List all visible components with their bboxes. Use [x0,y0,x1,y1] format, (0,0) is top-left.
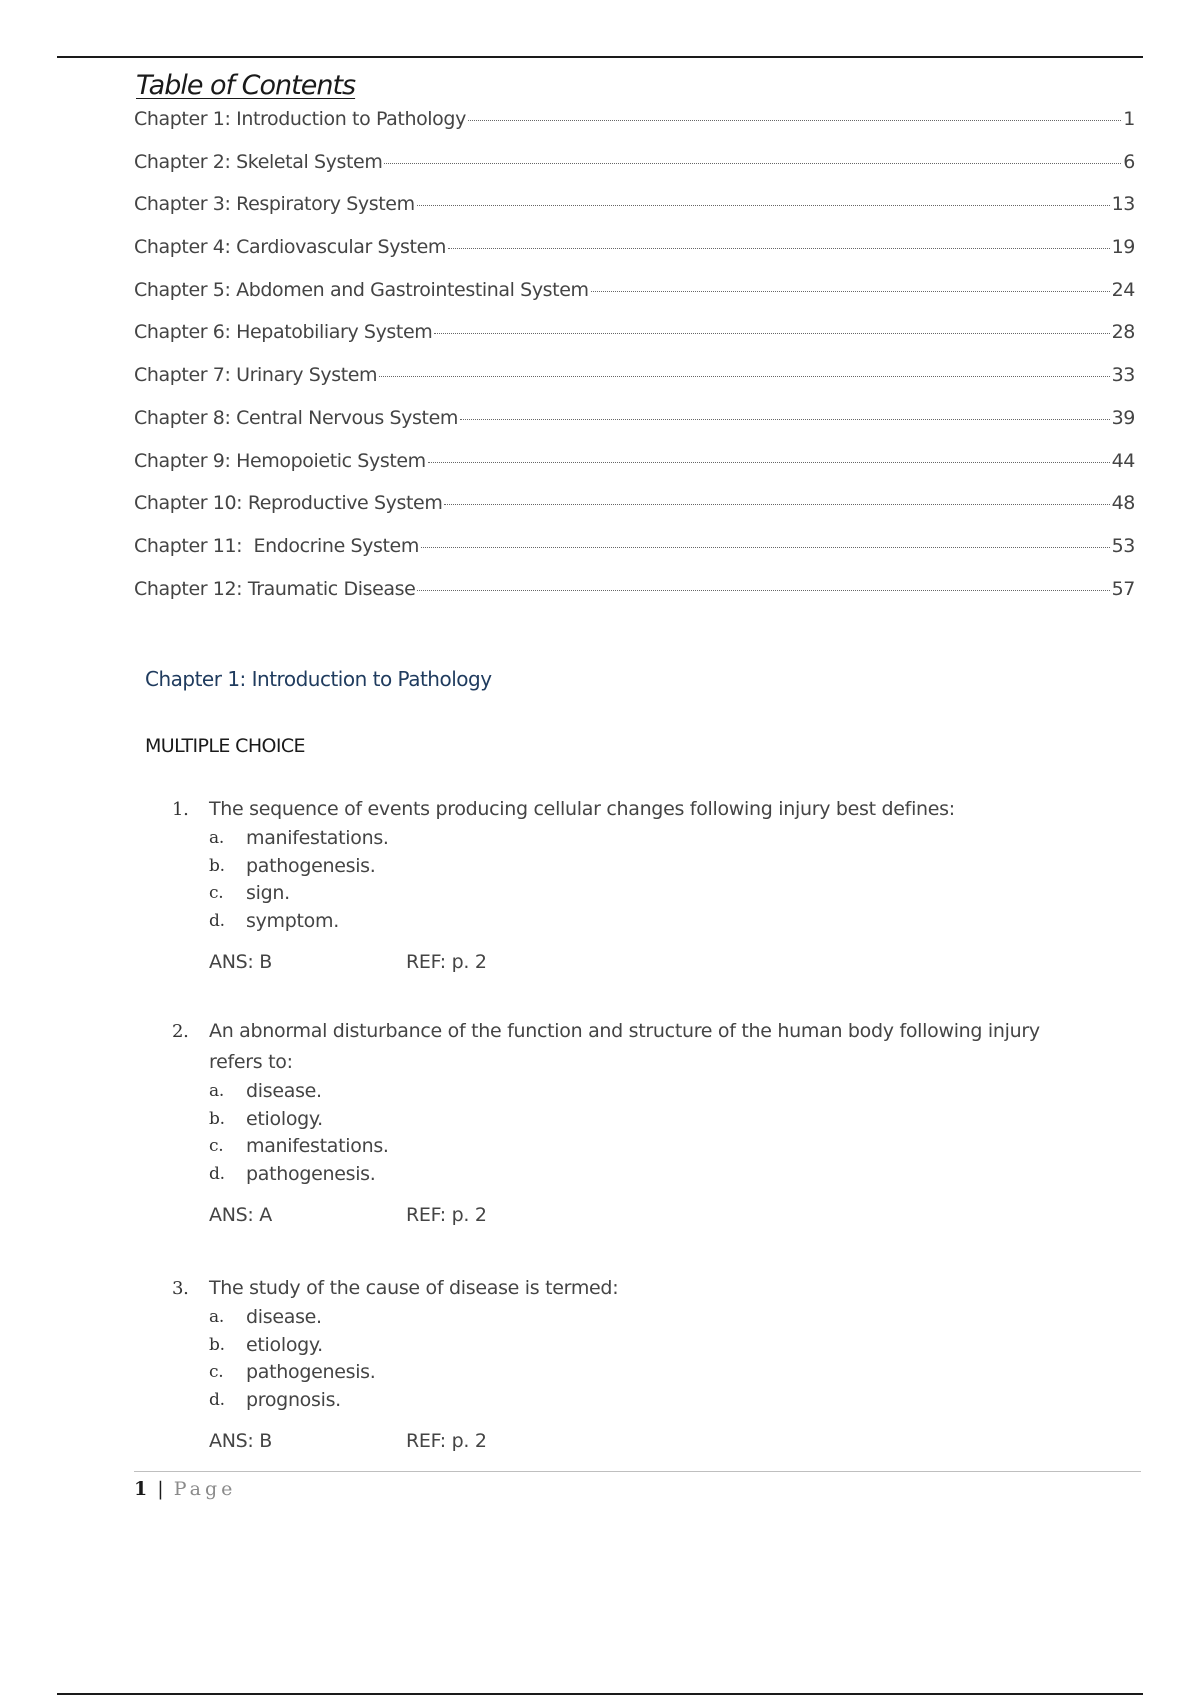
option-b [209,1106,1072,1134]
answer-options [209,1078,1072,1188]
header-rule [57,56,1143,58]
toc-entry-chapter-1[interactable] [134,108,1135,151]
toc-entry-page: 24 [1111,278,1135,301]
toc-entry-label: Chapter 7: Urinary System [134,364,378,387]
toc-entry-label: Chapter 4: Cardiovascular System [134,236,446,259]
toc-entry-label: Chapter 5: Abdomen and Gastrointestinal System [134,278,589,301]
toc-entry-page: 19 [1111,236,1135,259]
option-text: etiology. [246,1107,323,1130]
option-letter: d. [209,910,225,931]
question-number: 3. [172,1278,189,1299]
option-letter: b. [209,1108,225,1129]
option-letter: a. [209,1081,224,1101]
question-text: An abnormal disturbance of the function and structure of the human body following injury refers to: [209,1020,1040,1073]
answer-row [209,951,1072,973]
question-1 [172,794,1072,973]
option-text: pathogenesis. [246,854,376,877]
toc-entry-chapter-3[interactable] [134,193,1135,236]
toc-entry-label: Chapter 9: Hemopoietic System [134,449,426,472]
toc-dot-leader [591,291,1110,292]
answer-row [209,1430,1072,1452]
toc-entry-chapter-10[interactable] [134,492,1135,535]
option-b [209,853,1072,881]
option-d [209,1387,1072,1415]
toc-dot-leader [428,462,1110,463]
toc-entry-label: Chapter 6: Hepatobiliary System [134,321,433,344]
option-letter: a. [209,1307,224,1327]
option-text: manifestations. [246,827,389,849]
toc-dot-leader [417,590,1109,591]
toc-dot-leader [417,205,1110,206]
toc-entry-label: Chapter 1: Introduction to Pathology [134,108,466,130]
toc-entry-chapter-2[interactable] [134,151,1135,194]
reference: REF: p. 2 [406,1204,487,1226]
option-letter: b. [209,1334,225,1355]
footer-rule [134,1471,1141,1472]
question-number: 2. [172,1021,189,1042]
option-letter: a. [209,828,224,848]
toc-entry-page: 57 [1111,577,1135,600]
option-letter: d. [209,1163,225,1184]
chapter-heading: Chapter 1: Introduction to Pathology [145,667,492,691]
footer-separator: | [157,1478,164,1500]
option-a [209,1304,1072,1332]
toc-entry-label: Chapter 3: Respiratory System [134,193,415,216]
option-d [209,1161,1072,1189]
toc-dot-leader [379,376,1109,377]
question-text: The sequence of events producing cellular changes following injury best defines: [209,798,955,820]
toc-entry-label: Chapter 8: Central Nervous System [134,406,458,429]
question-stem [172,794,1072,825]
toc-entry-chapter-4[interactable] [134,236,1135,279]
toc-entry-chapter-9[interactable] [134,450,1135,493]
toc-dot-leader [384,163,1121,164]
toc-entry-chapter-7[interactable] [134,364,1135,407]
option-c [209,1133,1072,1161]
option-text: pathogenesis. [246,1162,376,1185]
toc-entry-page: 53 [1111,534,1135,557]
footer-page-number: 1 [134,1478,148,1500]
toc-dot-leader [421,547,1110,548]
option-letter: c. [209,883,224,903]
toc-dot-leader [434,333,1109,334]
toc-entry-page: 48 [1111,492,1135,515]
option-text: pathogenesis. [246,1361,376,1383]
question-number: 1. [172,799,189,820]
toc-entry-page: 13 [1111,193,1135,216]
toc-entry-page: 28 [1111,321,1135,344]
question-3 [172,1273,1072,1452]
answer-options [209,1304,1072,1414]
reference: REF: p. 2 [406,1430,487,1452]
toc-entry-page: 1 [1123,108,1135,130]
answer-key: ANS: A [209,1204,272,1226]
option-text: etiology. [246,1333,323,1356]
toc-entry-chapter-6[interactable] [134,321,1135,364]
option-letter: c. [209,1362,224,1382]
toc-entry-label: Chapter 12: Traumatic Disease [134,577,416,600]
toc-entry-page: 33 [1111,364,1135,387]
option-letter: b. [209,855,225,876]
option-text: sign. [246,882,290,904]
answer-key: ANS: B [209,1430,272,1452]
answer-key: ANS: B [209,951,272,973]
toc-entry-chapter-11[interactable] [134,535,1135,578]
toc-entry-label: Chapter 11: Endocrine System [134,534,419,557]
toc-entry-label: Chapter 2: Skeletal System [134,150,383,173]
question-stem [172,1016,1072,1078]
page-bottom-rule [57,1693,1143,1695]
option-b [209,1332,1072,1360]
toc-entry-page: 39 [1111,406,1135,429]
option-text: manifestations. [246,1135,389,1157]
question-text: The study of the cause of disease is termed: [209,1277,619,1299]
option-c [209,1359,1072,1387]
toc-dot-leader [448,248,1110,249]
answer-row [209,1204,1072,1226]
question-stem [172,1273,1072,1304]
option-a [209,825,1072,853]
option-text: prognosis. [246,1388,341,1411]
toc-dot-leader [460,419,1110,420]
toc-entry-page: 44 [1111,449,1135,472]
section-heading: MULTIPLE CHOICE [145,735,305,757]
option-text: disease. [246,1080,322,1102]
table-of-contents [134,108,1135,620]
toc-entry-chapter-5[interactable] [134,279,1135,322]
toc-dot-leader [444,504,1109,505]
toc-entry-label: Chapter 10: Reproductive System [134,492,443,515]
option-text: disease. [246,1306,322,1328]
option-d [209,908,1072,936]
option-letter: d. [209,1389,225,1410]
question-2 [172,1016,1072,1226]
page-footer [134,1478,236,1500]
toc-entry-page: 6 [1123,150,1135,173]
toc-entry-chapter-12[interactable] [134,578,1135,621]
toc-title: Table of Contents [136,70,356,101]
option-text: symptom. [246,909,339,932]
answer-options [209,825,1072,935]
option-c [209,880,1072,908]
toc-entry-chapter-8[interactable] [134,407,1135,450]
toc-dot-leader [468,120,1121,121]
option-letter: c. [209,1136,224,1156]
footer-page-word: Page [173,1478,237,1500]
option-a [209,1078,1072,1106]
reference: REF: p. 2 [406,951,487,973]
